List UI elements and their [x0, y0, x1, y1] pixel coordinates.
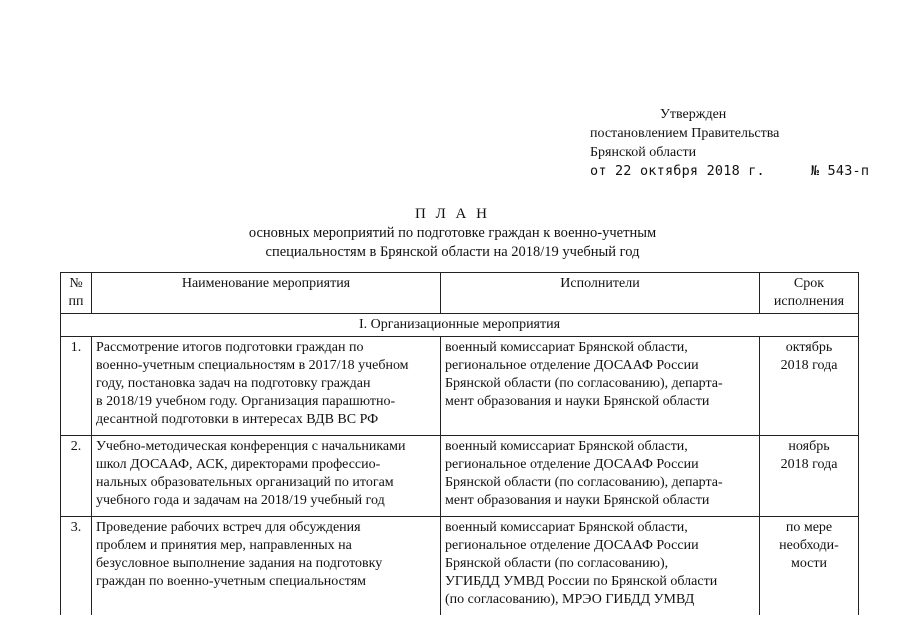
table-row	[61, 337, 859, 436]
plan-heading: П Л А Н	[415, 206, 490, 222]
row-executors: военный комиссариат Брянской области, региональное отделение ДОСААФ России Брянской области (по согласованию), департа- мент образования и науки Брянской области	[441, 337, 760, 436]
row-num: 1.	[61, 337, 92, 436]
row-name: Рассмотрение итогов подготовки граждан по военно-учетным специальностям в 2017/18 учебном году, постановка задач на подготовку граждан в 2018/19 учебном году. Организация парашютно- десантной подготовки в интересах ВДВ ВС РФ	[92, 337, 441, 436]
header-name: Наименование мероприятия	[92, 273, 441, 314]
approval-number: № 543-п	[810, 163, 870, 179]
section-row	[61, 314, 859, 337]
row-num: 2.	[61, 436, 92, 517]
row-term: октябрь 2018 года	[760, 337, 859, 436]
approval-date: от 22 октября 2018 г.	[590, 163, 765, 179]
row-executors: военный комиссариат Брянской области, региональное отделение ДОСААФ России Брянской области (по согласованию), департа- мент образования и науки Брянской области	[441, 436, 760, 517]
table-row	[61, 436, 859, 517]
table-header-row	[61, 273, 859, 314]
section-title: I. Организационные мероприятия	[61, 314, 859, 337]
row-term: ноябрь 2018 года	[760, 436, 859, 517]
header-term: Срок исполнения	[760, 273, 859, 314]
approval-line-resolution: постановлением Правительства	[590, 126, 780, 141]
row-name: Проведение рабочих встреч для обсуждения проблем и принятия мер, направленных на безусловное выполнение задания на подготовку граждан по военно-учетным специальностям	[92, 517, 441, 616]
header-num: № пп	[61, 273, 92, 314]
row-num: 3.	[61, 517, 92, 616]
plan-subtitle-line2: специальностям в Брянской области на 2018/19 учебный год	[265, 244, 640, 260]
row-name: Учебно-методическая конференция с начальниками школ ДОСААФ, АСК, директорами профессио- нальных образовательных организаций по итогам учебного года и задачам на 2018/19 учебный год	[92, 436, 441, 517]
header-executors: Исполнители	[441, 273, 760, 314]
plan-table	[60, 272, 859, 615]
table-row	[61, 517, 859, 616]
approval-stamp	[590, 105, 869, 181]
approval-line-approved: Утвержден	[660, 107, 727, 122]
approval-line-region: Брянской области	[590, 145, 697, 160]
approval-date-number	[590, 162, 869, 181]
plan-subtitle-line1: основных мероприятий по подготовке граждан к военно-учетным	[248, 225, 657, 241]
row-term: по мере необходи- мости	[760, 517, 859, 616]
document-title	[0, 205, 905, 262]
row-executors: военный комиссариат Брянской области, региональное отделение ДОСААФ России Брянской области (по согласованию), УГИБДД УМВД России по Брянской области (по согласованию), МРЭО ГИБДД УМВД	[441, 517, 760, 616]
